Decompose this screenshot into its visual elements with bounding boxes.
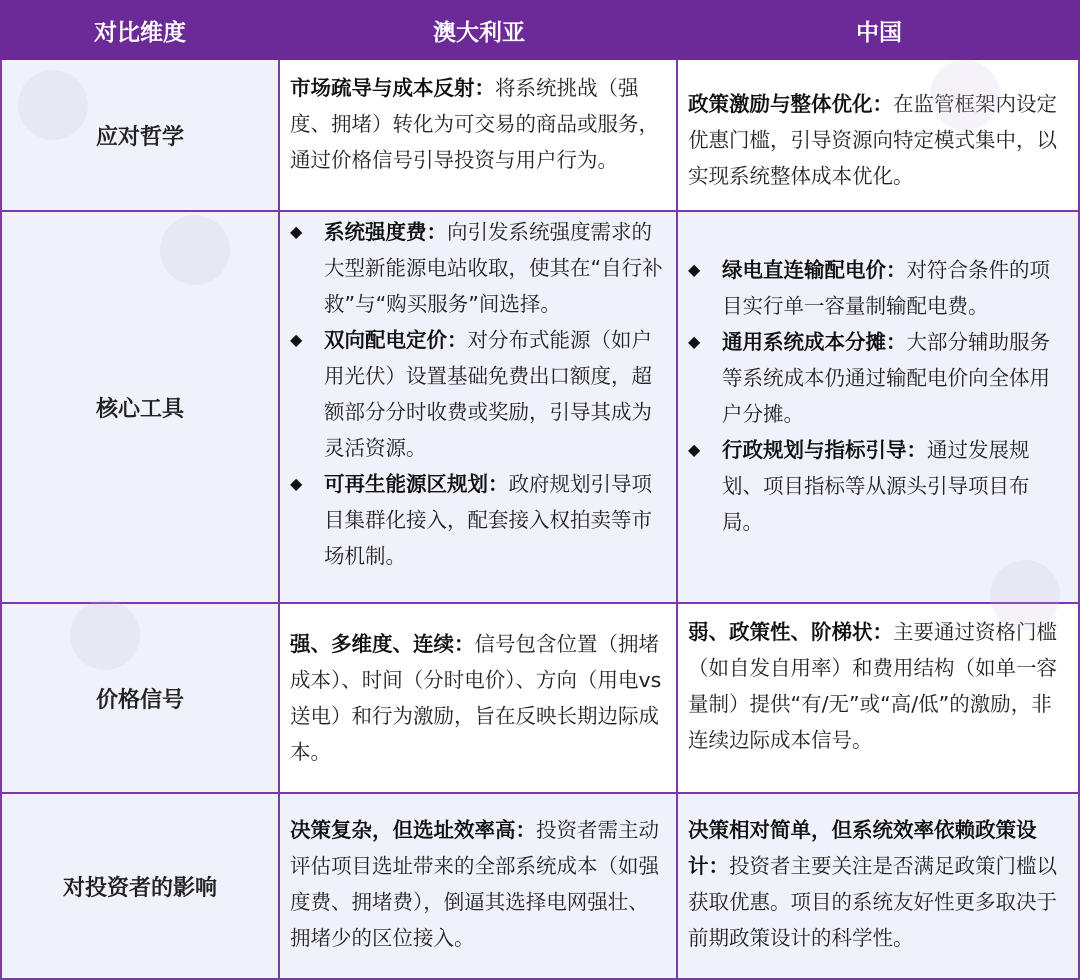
diamond-bullet-icon: ◆ (688, 440, 701, 459)
bullet-title: 绿电直连输配电价： (722, 258, 907, 282)
bullet-item (290, 466, 668, 574)
header-dimension: 对比维度 (94, 19, 186, 46)
cell-text: 在监管框架内设定优惠门槛，引导资源向特定模式集中，以实现系统整体成本优化。 (688, 92, 1057, 188)
bullet-text: 政府规划引导项目集群化接入，配套接入权拍卖等市场机制。 (324, 472, 652, 568)
australia-cell (280, 60, 678, 212)
bullet-text: 通过发展规划、项目指标等从源头引导项目布局。 (722, 438, 1030, 534)
bullet-item (688, 324, 1070, 432)
bullet-title: 双向配电定价： (324, 328, 468, 352)
dimension-cell: 核心工具 (0, 212, 280, 604)
bullet-item (688, 252, 1070, 324)
cell-title: 决策复杂，但选址效率高： (290, 818, 536, 842)
diamond-bullet-icon: ◆ (290, 474, 303, 493)
cell-text: 信号包含位置（拥堵成本）、时间（分时电价）、方向（用电vs送电）和行为激励，旨在反映长期边际成本。 (290, 632, 662, 764)
diamond-bullet-icon: ◆ (290, 330, 303, 349)
diamond-bullet-icon: ◆ (688, 332, 701, 351)
cell-text: 将系统挑战（强度、拥堵）转化为可交易的商品或服务，通过价格信号引导投资与用户行为。 (290, 76, 659, 172)
bullet-text: 向引发系统强度需求的大型新能源电站收取，使其在“自行补救”与“购买服务”间选择。 (324, 220, 663, 316)
china-cell (678, 794, 1080, 980)
bullet-item (290, 214, 668, 322)
australia-cell (280, 604, 678, 794)
bullet-item (290, 322, 668, 466)
table-row (0, 794, 1080, 980)
table-row (0, 604, 1080, 794)
bullet-text: 对分布式能源（如户用光伏）设置基础免费出口额度，超额部分分时收费或奖励，引导其成为灵活资源。 (324, 328, 652, 460)
cell-title: 市场疏导与成本反射： (290, 76, 495, 100)
cell-text: 投资者主要关注是否满足政策门槛以获取优惠。项目的系统友好性更多取决于前期政策设计的科学性。 (688, 854, 1057, 950)
cell-title: 强、多维度、连续： (290, 632, 475, 656)
bullet-title: 通用系统成本分摊： (722, 330, 907, 354)
bullet-text: 对符合条件的项目实行单一容量制输配电费。 (722, 258, 1050, 318)
cell-title: 决策相对简单，但系统效率依赖政策设计： (688, 818, 1037, 878)
china-cell (678, 60, 1080, 212)
table-row (0, 212, 1080, 604)
bullet-item (688, 432, 1070, 540)
bullet-text: 大部分辅助服务等系统成本仍通过输配电价向全体用户分摊。 (722, 330, 1050, 426)
china-cell (678, 604, 1080, 794)
header-australia: 澳大利亚 (433, 19, 525, 46)
australia-cell (280, 794, 678, 980)
bullet-title: 可再生能源区规划： (324, 472, 509, 496)
dimension-cell: 价格信号 (0, 604, 280, 794)
diamond-bullet-icon: ◆ (688, 260, 701, 279)
bullet-title: 系统强度费： (324, 220, 447, 244)
dimension-cell: 对投资者的影响 (0, 794, 280, 980)
dimension-cell: 应对哲学 (0, 60, 280, 212)
diamond-bullet-icon: ◆ (290, 222, 303, 241)
china-cell (678, 212, 1080, 604)
cell-title: 弱、政策性、阶梯状： (688, 620, 893, 644)
table-row (0, 60, 1080, 212)
header-china: 中国 (856, 19, 902, 46)
table-header (0, 0, 1080, 60)
bullet-title: 行政规划与指标引导： (722, 438, 927, 462)
cell-text: 主要通过资格门槛（如自发自用率）和费用结构（如单一容量制）提供“有/无”或“高/低”的激励，非连续边际成本信号。 (688, 620, 1057, 752)
australia-cell (280, 212, 678, 604)
cell-title: 政策激励与整体优化： (688, 92, 893, 116)
cell-text: 投资者需主动评估项目选址带来的全部系统成本（如强度费、拥堵费），倒逼其选择电网强壮、拥堵少的区位接入。 (290, 818, 659, 950)
